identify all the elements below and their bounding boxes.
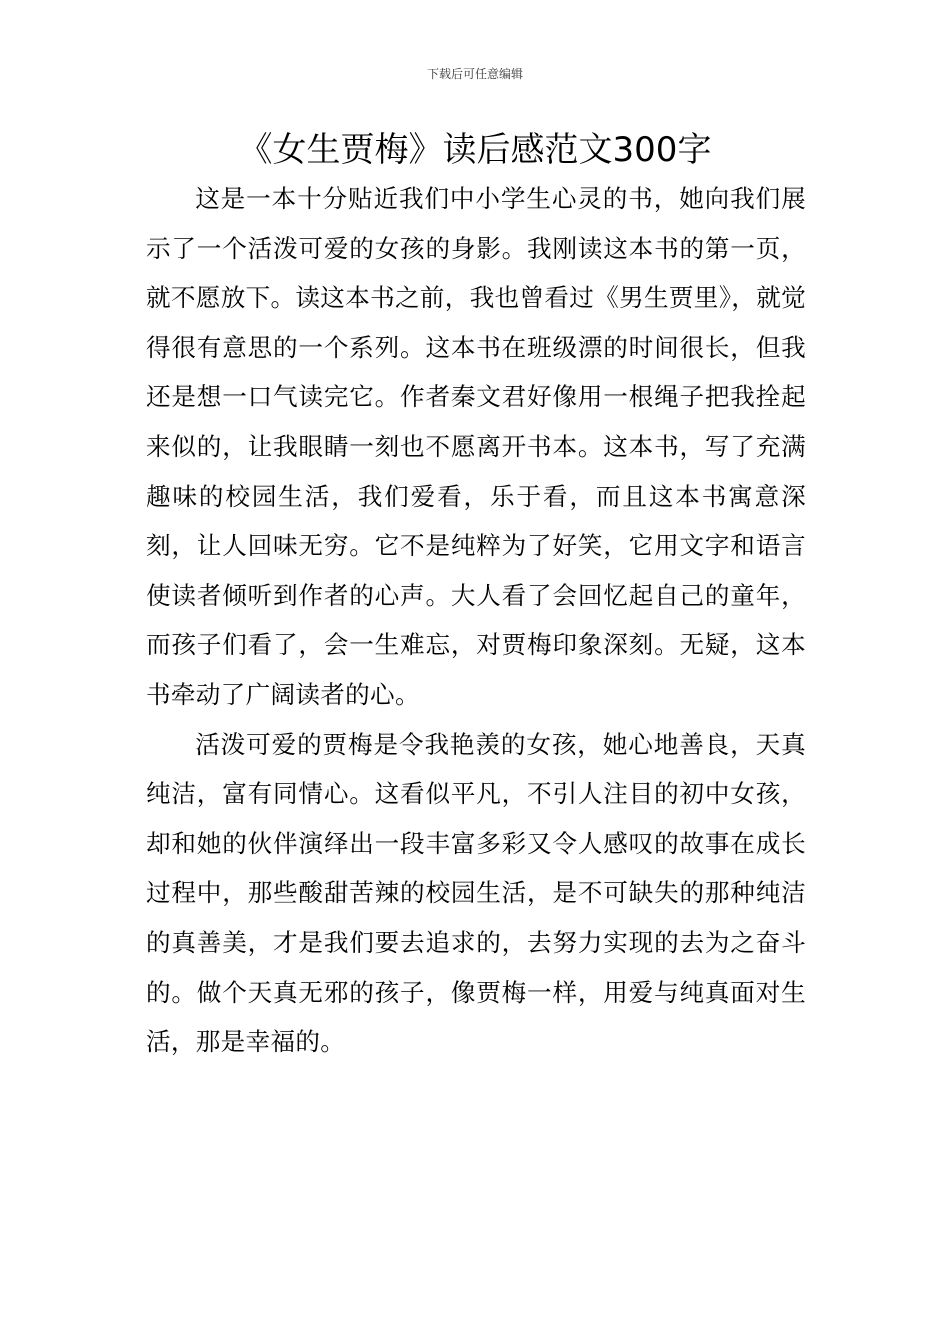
document-body — [146, 174, 806, 1067]
document-title: 《女生贾梅》读后感范文300字 — [238, 130, 712, 170]
paragraph-2: 活泼可爱的贾梅是令我艳羡的女孩，她心地善良，天真纯洁，富有同情心。这看似平凡，不引人注目的初中女孩，却和她的伙伴演绎出一段丰富多彩又令人感叹的故事在成长过程中，那些酸甜苦辣的校园生活，是不可缺失的那种纯洁的真善美，才是我们要去追求的，去努力实现的去为之奋斗的。做个天真无邪的孩子，像贾梅一样，用爱与纯真面对生活，那是幸福的。 — [146, 729, 806, 1057]
page-header-note: 下载后可任意编辑 — [426, 67, 523, 81]
paragraph-1: 这是一本十分贴近我们中小学生心灵的书，她向我们展示了一个活泼可爱的女孩的身影。我刚读这本书的第一页，就不愿放下。读这本书之前，我也曾看过《男生贾里》，就觉得很有意思的一个系列。这本书在班级漂的时间很长，但我还是想一口气读完它。作者秦文君好像用一根绳子把我拴起来似的，让我眼睛一刻也不愿离开书本。这本书，写了充满趣味的校园生活，我们爱看，乐于看，而且这本书寓意深刻，让人回味无穷。它不是纯粹为了好笑，它用文字和语言使读者倾听到作者的心声。大人看了会回忆起自己的童年，而孩子们看了，会一生难忘，对贾梅印象深刻。无疑，这本书牵动了广阔读者的心。 — [146, 184, 806, 709]
